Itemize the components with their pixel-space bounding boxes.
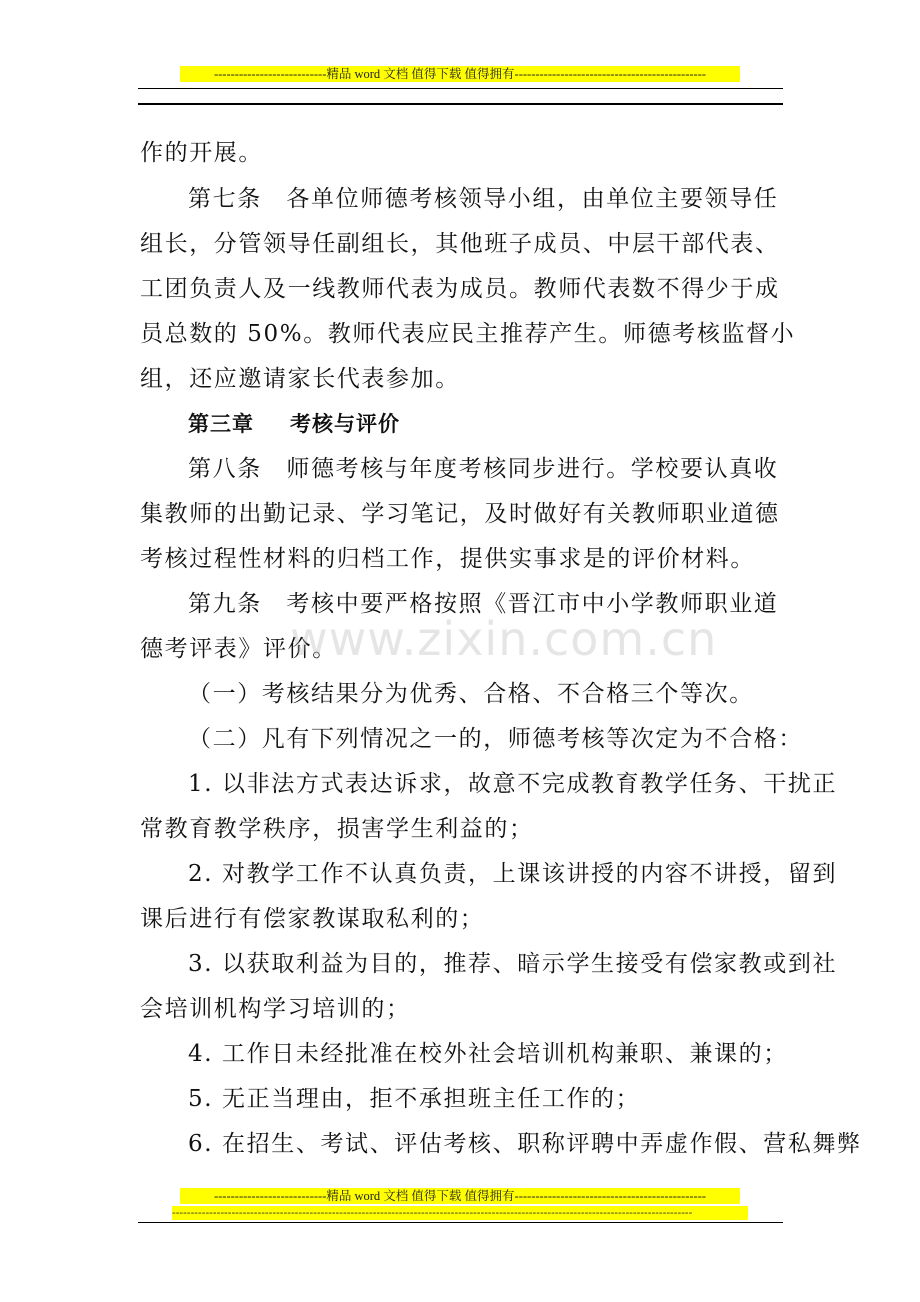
list-item-3: 3. 以获取利益为目的，推荐、暗示学生接受有偿家教或到社 — [188, 951, 838, 977]
footer-rule — [138, 1222, 783, 1223]
list-item-5: 5. 无正当理由，拒不承担班主任工作的； — [188, 1086, 641, 1112]
list-item-2: 2. 对教学工作不认真负责，上课该讲授的内容不讲授，留到 — [188, 861, 838, 887]
text-line: 常教育教学秩序，损害学生利益的； — [140, 816, 534, 842]
text-line: 会培训机构学习培训的； — [140, 996, 411, 1022]
footer-dash-line: -------------------------------------------------------------------------------------------------------------------------------------------- — [172, 1206, 748, 1220]
text-line: 工团负责人及一线教师代表为成员。教师代表数不得少于成 — [140, 276, 780, 302]
chapter-title: 考核与评价 — [290, 412, 400, 436]
chapter-number: 第三章 — [188, 412, 254, 436]
text-line: 德考评表》评价。 — [140, 636, 337, 662]
header-banner: ---------------------------精品 word 文档 值得下载 值得拥有---------------------------------------------- — [180, 66, 740, 82]
header-rule-thin — [138, 88, 783, 89]
article-9-line: 第九条 考核中要严格按照《晋江市中小学教师职业道 — [188, 591, 779, 617]
text-line: 作的开展。 — [140, 140, 263, 166]
watermark: www.zixin.com.cn — [290, 612, 718, 666]
list-item-4: 4. 工作日未经批准在校外社会培训机构兼职、兼课的； — [188, 1041, 788, 1067]
text-line: 课后进行有偿家教谋取私利的； — [140, 906, 485, 932]
list-item-6: 6. 在招生、考试、评估考核、职称评聘中弄虚作假、营私舞弊 — [188, 1131, 862, 1157]
text-line: 集教师的出勤记录、学习笔记，及时做好有关教师职业道德 — [140, 501, 780, 527]
article-7-line: 第七条 各单位师德考核领导小组，由单位主要领导任 — [188, 186, 779, 212]
text-line: 员总数的 50%。教师代表应民主推荐产生。师德考核监督小 — [140, 321, 796, 347]
text-line: 组，还应邀请家长代表参加。 — [140, 366, 460, 392]
list-item-1: 1. 以非法方式表达诉求，故意不完成教育教学任务、干扰正 — [188, 771, 838, 797]
text-line: 考核过程性材料的归档工作，提供实事求是的评价材料。 — [140, 546, 755, 572]
article-8-line: 第八条 师德考核与年度考核同步进行。学校要认真收 — [188, 456, 779, 482]
text-line: 组长，分管领导任副组长，其他班子成员、中层干部代表、 — [140, 231, 780, 257]
clause-2: （二）凡有下列情况之一的，师德考核等次定为不合格： — [188, 726, 803, 752]
header-rule-thick — [138, 103, 783, 105]
clause-1: （一）考核结果分为优秀、合格、不合格三个等次。 — [188, 681, 754, 707]
footer-banner: ---------------------------精品 word 文档 值得下载 值得拥有---------------------------------------------- — [180, 1188, 740, 1204]
chapter-heading — [188, 407, 400, 442]
